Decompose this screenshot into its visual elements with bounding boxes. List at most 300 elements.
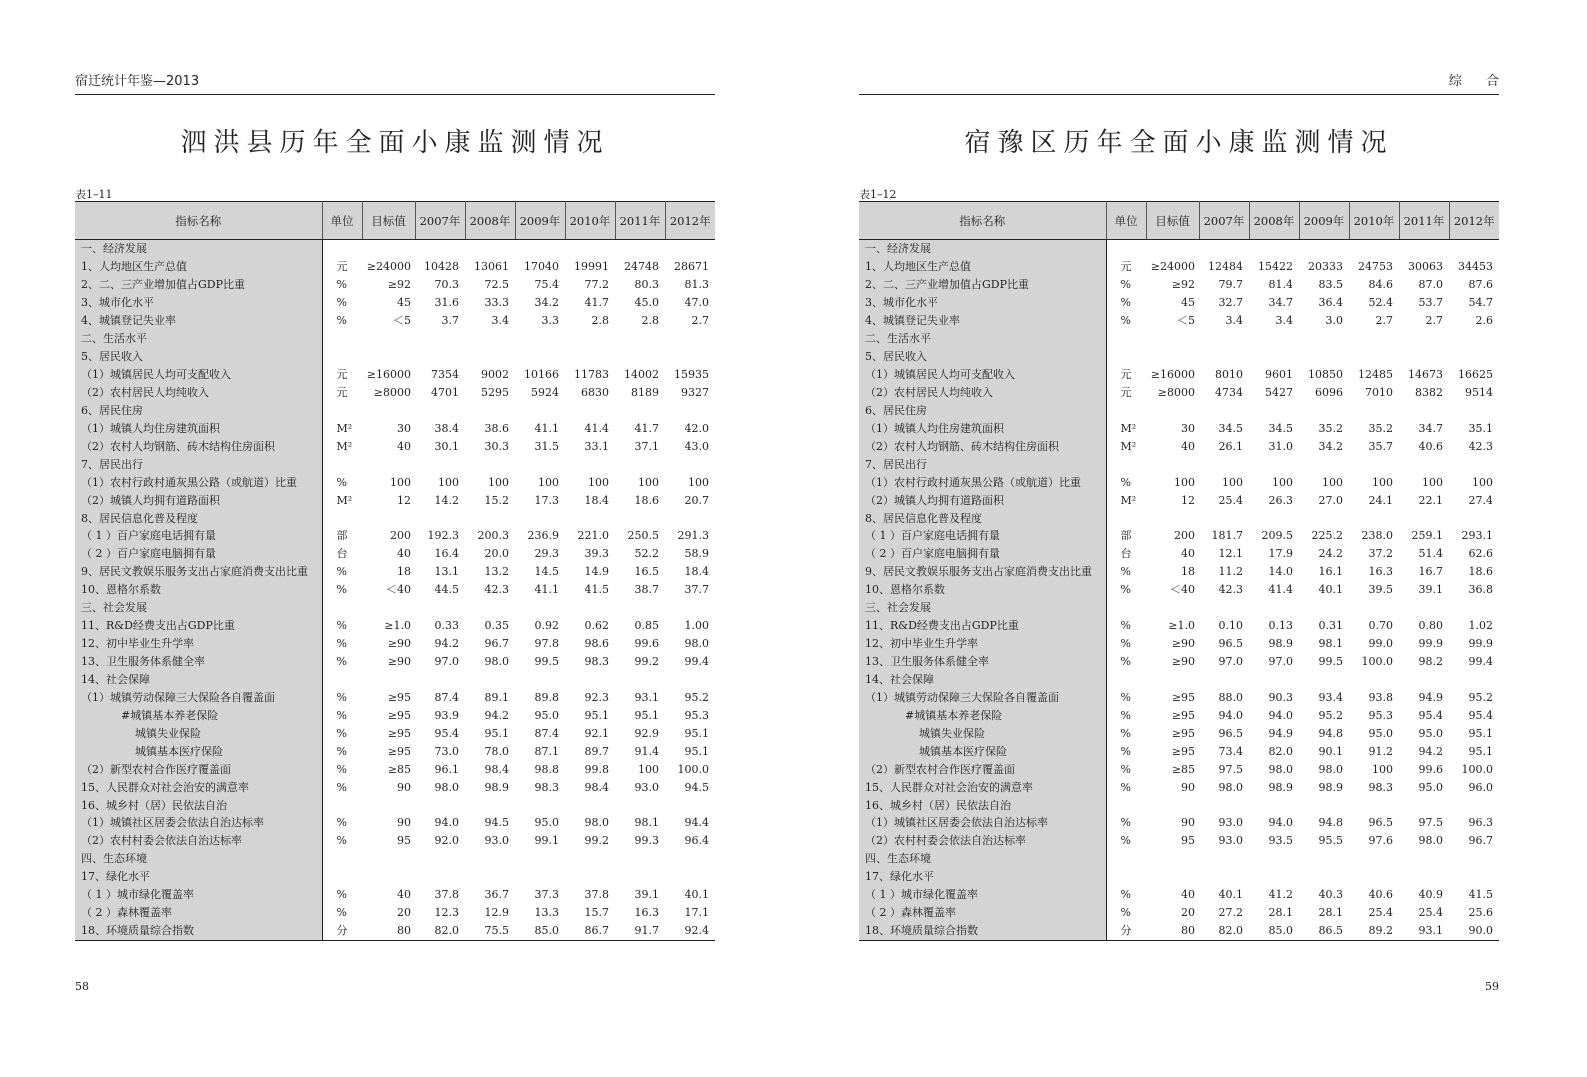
- column-header: 单位: [322, 202, 362, 240]
- indicator-name: 16、城乡村（居）民依法自治: [75, 796, 322, 814]
- value-cell: 89.7: [584, 744, 609, 758]
- value-cell: 5427: [1265, 385, 1293, 399]
- value-cell: 15935: [674, 368, 709, 382]
- value-cell: 77.2: [584, 278, 609, 292]
- value-cell: 6830: [581, 385, 609, 399]
- value-cell: 38.4: [434, 421, 459, 435]
- value-cell: 20.7: [684, 493, 709, 507]
- value-cell: 96.1: [434, 762, 459, 776]
- unit-cell: [322, 599, 362, 617]
- indicator-name: （2）农村村委会依法自治达标率: [75, 832, 322, 850]
- value-cell: [565, 868, 615, 886]
- unit-cell: %: [1120, 708, 1131, 722]
- value-cell: 87.4: [434, 690, 459, 704]
- table-row: [859, 832, 1499, 850]
- value-cell: 34.7: [1418, 421, 1443, 435]
- indicator-name: 16、城乡村（居）民依法自治: [859, 796, 1106, 814]
- value-cell: 98.0: [1418, 834, 1443, 848]
- unit-cell: [1106, 599, 1146, 617]
- value-cell: 45.0: [634, 296, 659, 310]
- target-cell: 80: [397, 924, 411, 938]
- indicator-name: 城镇基本医疗保险: [859, 742, 1106, 760]
- value-cell: 90.0: [1468, 924, 1493, 938]
- value-cell: 97.0: [1218, 655, 1243, 669]
- value-cell: [515, 850, 565, 868]
- value-cell: 94.0: [434, 816, 459, 830]
- value-cell: [1349, 455, 1399, 473]
- target-cell: 45: [1181, 296, 1195, 310]
- value-cell: 100: [1222, 475, 1243, 489]
- value-cell: 99.3: [634, 834, 659, 848]
- unit-cell: %: [1120, 278, 1131, 292]
- value-cell: [1249, 599, 1299, 617]
- value-cell: 37.3: [534, 888, 559, 902]
- value-cell: 34453: [1458, 260, 1493, 274]
- value-cell: [465, 671, 515, 689]
- target-cell: 95: [397, 834, 411, 848]
- table-row: [859, 330, 1499, 348]
- target-cell: ≥90: [1171, 637, 1195, 651]
- value-cell: [1399, 509, 1449, 527]
- value-cell: 17.3: [534, 493, 559, 507]
- value-cell: [515, 401, 565, 419]
- value-cell: 20.0: [484, 547, 509, 561]
- unit-cell: [1106, 455, 1146, 473]
- value-cell: 33.3: [484, 296, 509, 310]
- value-cell: 97.5: [1218, 762, 1243, 776]
- value-cell: [1199, 671, 1249, 689]
- value-cell: 0.62: [584, 619, 609, 633]
- value-cell: 28.1: [1318, 906, 1343, 920]
- value-cell: 95.1: [1468, 744, 1493, 758]
- value-cell: [415, 509, 465, 527]
- target-cell: 12: [1181, 493, 1195, 507]
- value-cell: [515, 330, 565, 348]
- indicator-name: （2）新型农村合作医疗覆盖面: [75, 760, 322, 778]
- unit-cell: %: [336, 655, 347, 669]
- value-cell: [1449, 401, 1499, 419]
- indicator-name: 15、人民群众对社会治安的满意率: [859, 778, 1106, 796]
- indicator-name: 4、城镇登记失业率: [75, 312, 322, 330]
- value-cell: [615, 455, 665, 473]
- indicator-name: #城镇基本养老保险: [859, 706, 1106, 724]
- value-cell: 87.1: [534, 744, 559, 758]
- unit-cell: %: [1120, 583, 1131, 597]
- indicator-name: （2）城镇人均拥有道路面积: [859, 491, 1106, 509]
- target-cell: 40: [1181, 439, 1195, 453]
- value-cell: 0.13: [1268, 619, 1293, 633]
- table-number: 表1–12: [859, 188, 897, 201]
- value-cell: 100: [538, 475, 559, 489]
- value-cell: 25.6: [1468, 906, 1493, 920]
- value-cell: [1299, 868, 1349, 886]
- value-cell: 1.02: [1468, 619, 1493, 633]
- unit-cell: [1106, 509, 1146, 527]
- unit-cell: %: [336, 583, 347, 597]
- table-row: [859, 366, 1499, 384]
- value-cell: 94.0: [1268, 816, 1293, 830]
- value-cell: 34.5: [1268, 421, 1293, 435]
- value-cell: 250.5: [627, 529, 659, 543]
- value-cell: 100: [1372, 475, 1393, 489]
- value-cell: 99.5: [534, 655, 559, 669]
- value-cell: [1299, 850, 1349, 868]
- table-row: [75, 778, 715, 796]
- value-cell: [1299, 671, 1349, 689]
- target-cell: [362, 348, 415, 366]
- value-cell: 100: [1372, 762, 1393, 776]
- value-cell: [415, 671, 465, 689]
- value-cell: 221.0: [577, 529, 609, 543]
- table-row: [75, 653, 715, 671]
- value-cell: 18.4: [684, 565, 709, 579]
- unit-cell: [322, 796, 362, 814]
- value-cell: 27.2: [1218, 906, 1243, 920]
- value-cell: 14.9: [584, 565, 609, 579]
- value-cell: 92.0: [434, 834, 459, 848]
- table-row: [75, 330, 715, 348]
- value-cell: 98.0: [1218, 780, 1243, 794]
- value-cell: 11.2: [1218, 565, 1243, 579]
- unit-cell: 部: [1120, 529, 1132, 543]
- value-cell: 99.4: [1468, 655, 1493, 669]
- value-cell: 17.1: [684, 906, 709, 920]
- target-cell: [362, 599, 415, 617]
- unit-cell: 元: [336, 368, 348, 382]
- table-row: [859, 581, 1499, 599]
- value-cell: 200.3: [477, 529, 509, 543]
- value-cell: 82.0: [434, 924, 459, 938]
- value-cell: 37.2: [1368, 547, 1393, 561]
- value-cell: [665, 240, 715, 258]
- table-row: [75, 742, 715, 760]
- value-cell: 37.1: [634, 439, 659, 453]
- value-cell: [1199, 868, 1249, 886]
- table-row: [75, 276, 715, 294]
- value-cell: [565, 850, 615, 868]
- table-row: [859, 509, 1499, 527]
- value-cell: 40.6: [1368, 888, 1393, 902]
- indicator-name: 8、居民信息化普及程度: [859, 509, 1106, 527]
- target-cell: [1146, 509, 1199, 527]
- value-cell: 99.0: [1368, 637, 1393, 651]
- target-cell: ≥24000: [366, 260, 411, 274]
- unit-cell: 分: [1120, 924, 1132, 938]
- unit-cell: 元: [336, 260, 348, 274]
- table-row: [75, 491, 715, 509]
- unit-cell: 元: [1120, 368, 1132, 382]
- value-cell: 100: [1272, 475, 1293, 489]
- value-cell: 15422: [1258, 260, 1293, 274]
- table-row: [75, 348, 715, 366]
- value-cell: [515, 509, 565, 527]
- unit-cell: %: [336, 726, 347, 740]
- indicator-name: 5、居民收入: [859, 348, 1106, 366]
- value-cell: 35.2: [1318, 421, 1343, 435]
- value-cell: 99.6: [1418, 762, 1443, 776]
- unit-cell: %: [336, 762, 347, 776]
- indicator-name: 14、社会保障: [859, 671, 1106, 689]
- value-cell: 41.1: [534, 421, 559, 435]
- value-cell: 34.2: [1318, 439, 1343, 453]
- value-cell: 96.5: [1218, 637, 1243, 651]
- indicator-name: （1）城镇居民人均可支配收入: [75, 366, 322, 384]
- unit-cell: %: [336, 744, 347, 758]
- value-cell: 39.1: [1418, 583, 1443, 597]
- table-header-row: [75, 202, 715, 240]
- indicator-name: （ 2 ）森林覆盖率: [859, 904, 1106, 922]
- indicator-name: 18、环境质量综合指数: [859, 922, 1106, 940]
- running-header: [75, 74, 715, 95]
- table-row: [859, 563, 1499, 581]
- value-cell: [1299, 240, 1349, 258]
- value-cell: 96.5: [1218, 726, 1243, 740]
- value-cell: 100: [638, 475, 659, 489]
- value-cell: 99.1: [534, 834, 559, 848]
- value-cell: [615, 330, 665, 348]
- value-cell: [1249, 348, 1299, 366]
- value-cell: 7354: [431, 368, 459, 382]
- table-row: [859, 258, 1499, 276]
- value-cell: 95.3: [1368, 708, 1393, 722]
- value-cell: 94.2: [434, 637, 459, 651]
- value-cell: 93.9: [434, 708, 459, 722]
- value-cell: [1349, 330, 1399, 348]
- indicator-name: 11、R&D经费支出占GDP比重: [859, 617, 1106, 635]
- value-cell: 100: [438, 475, 459, 489]
- unit-cell: M²: [1120, 421, 1137, 435]
- target-cell: [362, 868, 415, 886]
- value-cell: 97.0: [434, 655, 459, 669]
- table-row: [859, 401, 1499, 419]
- target-cell: ≥16000: [1150, 368, 1195, 382]
- value-cell: [515, 868, 565, 886]
- target-cell: ≥95: [1171, 726, 1195, 740]
- table-row: [859, 384, 1499, 402]
- value-cell: 36.8: [1468, 583, 1493, 597]
- value-cell: 2.8: [591, 314, 609, 328]
- value-cell: 98.2: [1418, 655, 1443, 669]
- value-cell: 27.4: [1468, 493, 1493, 507]
- unit-cell: %: [1120, 834, 1131, 848]
- value-cell: 89.1: [484, 690, 509, 704]
- value-cell: 42.3: [1468, 439, 1493, 453]
- target-cell: [1146, 599, 1199, 617]
- table-row: [859, 724, 1499, 742]
- value-cell: 100: [638, 762, 659, 776]
- value-cell: 40.9: [1418, 888, 1443, 902]
- value-cell: 4701: [431, 385, 459, 399]
- table-row: [859, 904, 1499, 922]
- target-cell: [362, 850, 415, 868]
- value-cell: [415, 240, 465, 258]
- indicator-name: 四、生态环境: [75, 850, 322, 868]
- indicator-name: 7、居民出行: [859, 455, 1106, 473]
- unit-cell: [1106, 796, 1146, 814]
- indicator-name: 17、绿化水平: [75, 868, 322, 886]
- data-table: [859, 201, 1499, 941]
- unit-cell: [322, 850, 362, 868]
- value-cell: 16.3: [1368, 565, 1393, 579]
- unit-cell: %: [336, 690, 347, 704]
- column-header: 2012年: [665, 202, 715, 240]
- target-cell: ≥95: [387, 708, 411, 722]
- value-cell: 51.4: [1418, 547, 1443, 561]
- value-cell: 100.0: [1361, 655, 1393, 669]
- value-cell: 94.2: [484, 708, 509, 722]
- value-cell: 44.5: [434, 583, 459, 597]
- value-cell: 96.4: [684, 834, 709, 848]
- value-cell: 39.1: [634, 888, 659, 902]
- value-cell: 95.0: [534, 816, 559, 830]
- target-cell: ≥92: [387, 278, 411, 292]
- indicator-name: 17、绿化水平: [859, 868, 1106, 886]
- indicator-name: 13、卫生服务体系健全率: [75, 653, 322, 671]
- value-cell: 0.35: [484, 619, 509, 633]
- unit-cell: %: [336, 816, 347, 830]
- value-cell: 79.7: [1218, 278, 1243, 292]
- column-header: 2008年: [465, 202, 515, 240]
- value-cell: 99.9: [1468, 637, 1493, 651]
- unit-cell: 分: [336, 924, 348, 938]
- value-cell: [1349, 401, 1399, 419]
- target-cell: [1146, 240, 1199, 258]
- target-cell: [362, 671, 415, 689]
- value-cell: [665, 671, 715, 689]
- value-cell: 95.4: [1418, 708, 1443, 722]
- value-cell: [1449, 348, 1499, 366]
- value-cell: [515, 671, 565, 689]
- value-cell: 2.7: [1425, 314, 1443, 328]
- value-cell: 94.0: [1268, 708, 1293, 722]
- value-cell: 10428: [424, 260, 459, 274]
- table-row: [75, 832, 715, 850]
- value-cell: [1249, 509, 1299, 527]
- value-cell: [465, 850, 515, 868]
- value-cell: 98.4: [484, 762, 509, 776]
- page-title: 泗洪县历年全面小康监测情况: [180, 128, 610, 158]
- target-cell: ≥95: [387, 726, 411, 740]
- value-cell: [665, 599, 715, 617]
- value-cell: [615, 599, 665, 617]
- value-cell: 14.2: [434, 493, 459, 507]
- value-cell: 99.8: [584, 762, 609, 776]
- value-cell: 9002: [481, 368, 509, 382]
- value-cell: 95.1: [634, 708, 659, 722]
- column-header: 目标值: [362, 202, 415, 240]
- indicator-name: （1）城镇社区居委会依法自治达标率: [75, 814, 322, 832]
- indicator-name: （2）农村人均钢筋、砖木结构住房面积: [75, 437, 322, 455]
- value-cell: 0.10: [1218, 619, 1243, 633]
- target-cell: ＜5: [393, 314, 411, 328]
- column-header: 2012年: [1449, 202, 1499, 240]
- value-cell: [615, 240, 665, 258]
- value-cell: [1399, 401, 1449, 419]
- value-cell: 18.6: [1468, 565, 1493, 579]
- table-row: [859, 742, 1499, 760]
- value-cell: [665, 401, 715, 419]
- value-cell: [1449, 868, 1499, 886]
- value-cell: 30.1: [434, 439, 459, 453]
- value-cell: [615, 850, 665, 868]
- unit-cell: %: [336, 780, 347, 794]
- value-cell: [1199, 348, 1249, 366]
- target-cell: 40: [397, 439, 411, 453]
- target-cell: ＜40: [386, 583, 411, 597]
- unit-cell: 元: [1120, 260, 1132, 274]
- target-cell: 40: [397, 888, 411, 902]
- value-cell: 37.8: [584, 888, 609, 902]
- indicator-name: 14、社会保障: [75, 671, 322, 689]
- value-cell: 93.0: [634, 780, 659, 794]
- value-cell: 27.0: [1318, 493, 1343, 507]
- value-cell: 41.1: [534, 583, 559, 597]
- target-cell: [1146, 671, 1199, 689]
- unit-cell: [1106, 850, 1146, 868]
- value-cell: 88.0: [1218, 690, 1243, 704]
- indicator-name: （1）城镇社区居委会依法自治达标率: [859, 814, 1106, 832]
- value-cell: 38.7: [634, 583, 659, 597]
- table-row: [75, 922, 715, 940]
- value-cell: 93.1: [634, 690, 659, 704]
- table-row: [75, 796, 715, 814]
- value-cell: 5295: [481, 385, 509, 399]
- target-cell: 18: [397, 565, 411, 579]
- value-cell: [1249, 868, 1299, 886]
- value-cell: 99.4: [684, 655, 709, 669]
- value-cell: 92.3: [584, 690, 609, 704]
- unit-cell: [322, 348, 362, 366]
- value-cell: 28671: [674, 260, 709, 274]
- value-cell: [1249, 671, 1299, 689]
- column-header: 2011年: [1399, 202, 1449, 240]
- table-row: [75, 563, 715, 581]
- value-cell: [1399, 599, 1449, 617]
- value-cell: 24748: [624, 260, 659, 274]
- value-cell: 98.8: [534, 762, 559, 776]
- unit-cell: 部: [336, 529, 348, 543]
- value-cell: 92.4: [684, 924, 709, 938]
- value-cell: [1399, 330, 1449, 348]
- table-row: [75, 635, 715, 653]
- value-cell: 95.4: [434, 726, 459, 740]
- target-cell: ≥16000: [366, 368, 411, 382]
- target-cell: ≥95: [387, 744, 411, 758]
- value-cell: 95.2: [684, 690, 709, 704]
- value-cell: 99.5: [1318, 655, 1343, 669]
- value-cell: [1199, 401, 1249, 419]
- value-cell: 92.9: [634, 726, 659, 740]
- value-cell: 94.2: [1418, 744, 1443, 758]
- value-cell: [1199, 240, 1249, 258]
- table-row: [75, 473, 715, 491]
- value-cell: 12.3: [434, 906, 459, 920]
- table-row: [859, 850, 1499, 868]
- value-cell: 98.0: [484, 655, 509, 669]
- value-cell: [1199, 599, 1249, 617]
- target-cell: [1146, 330, 1199, 348]
- value-cell: 12.1: [1218, 547, 1243, 561]
- value-cell: 31.5: [534, 439, 559, 453]
- value-cell: 24.2: [1318, 547, 1343, 561]
- value-cell: [1349, 509, 1399, 527]
- indicator-name: 一、经济发展: [859, 240, 1106, 258]
- value-cell: 90.3: [1268, 690, 1293, 704]
- value-cell: [565, 330, 615, 348]
- value-cell: [1349, 240, 1399, 258]
- value-cell: 19991: [574, 260, 609, 274]
- value-cell: 0.92: [534, 619, 559, 633]
